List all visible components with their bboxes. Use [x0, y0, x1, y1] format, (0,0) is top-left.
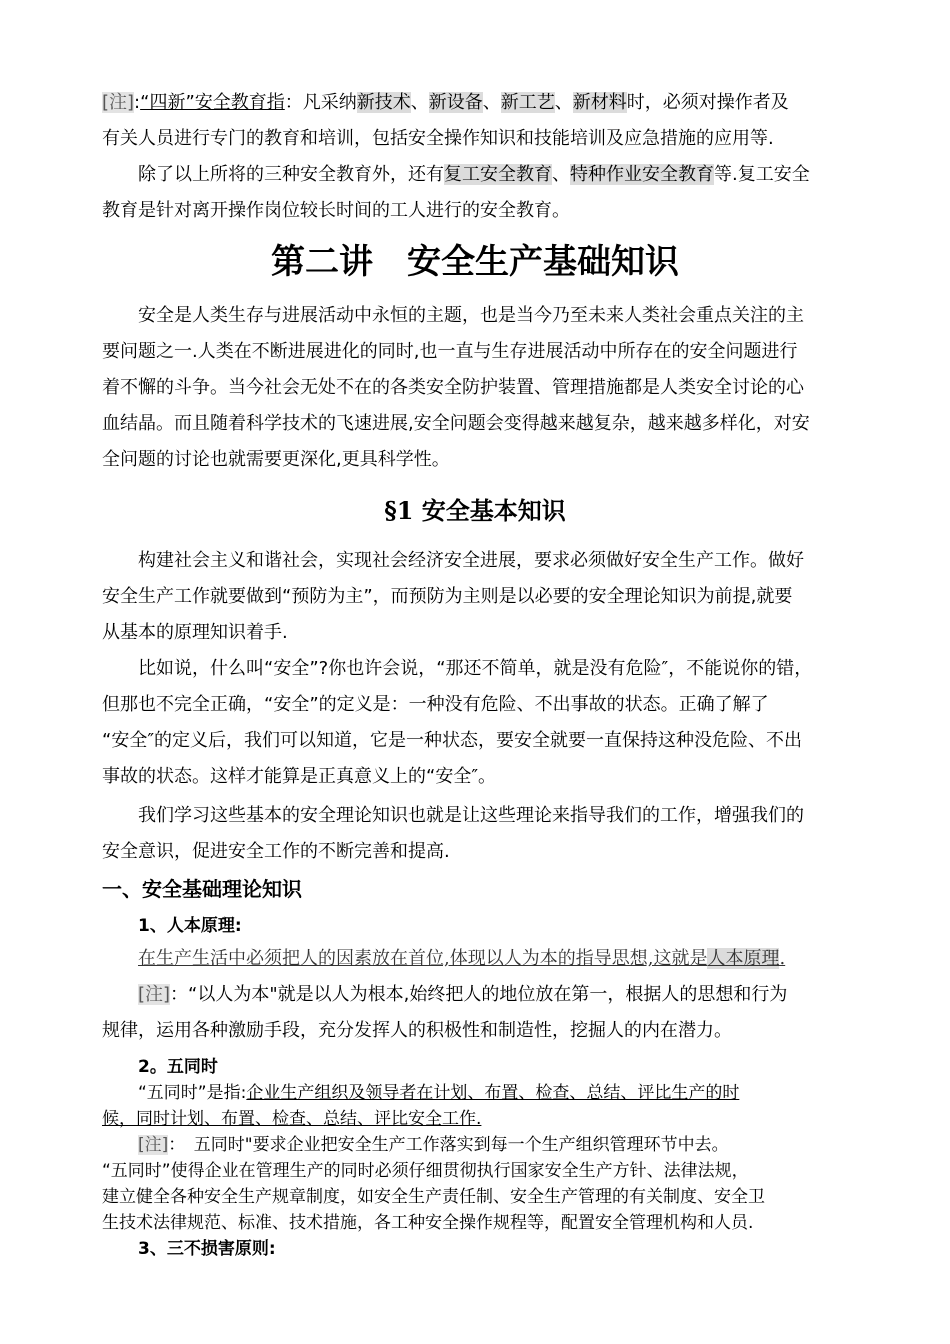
- four-new-note-line1: [注]:“四新”安全教育指：凡采纳新技术、新设备、新工艺、新材料时，必须对操作者及: [102, 92, 789, 113]
- principle1-note-line1: [注]：“以人为本"就是以人为根本,始终把人的地位放在第一，根据人的思想和行为: [138, 984, 788, 1005]
- note-tag: [注]: [102, 92, 135, 113]
- four-new-term: “四新”安全教育指: [140, 92, 285, 113]
- section-para3-line: 我们学习这些基本的安全理论知识也就是让这些理论来指导我们的工作，增强我们的: [138, 805, 804, 826]
- theory-heading: 一、安全基础理论知识: [102, 877, 302, 901]
- note-tag: [注]: [138, 1135, 169, 1155]
- principle1-definition: 在生产生活中必须把人的因素放在首位,体现以人为本的指导思想,这就是人本原理.: [138, 948, 786, 969]
- restart-education-line1: 除了以上所将的三种安全教育外，还有复工安全教育、特种作业安全教育等.复工安全: [138, 164, 810, 185]
- chapter-para-line: 血结晶。而且随着科学技术的飞速进展,安全问题会变得越来越复杂，越来越多样化，对安: [102, 413, 810, 434]
- chapter-para-line: 安全是人类生存与进展活动中永恒的主题，也是当今乃至未来人类社会重点关注的主: [138, 305, 804, 326]
- section-para2-line: 但那也不完全正确，“安全”的定义是：一种没有危险、不出事故的状态。正确了解了: [102, 694, 769, 715]
- section-para1-line: 安全生产工作就要做到“预防为主”，而预防为主则是以必要的安全理论知识为前提,就要: [102, 586, 793, 607]
- section-para3-line: 安全意识，促进安全工作的不断完善和提高.: [102, 841, 450, 862]
- principle1-heading: 1、人本原理:: [138, 916, 242, 936]
- principle2-definition-line2: 候，同时计划、布置、检查、总结、评比安全工作.: [102, 1109, 482, 1129]
- principle2-note-line: 生技术法律规范、标准、技术措施，各工种安全操作规程等，配置安全管理机构和人员.: [102, 1213, 754, 1233]
- chapter-title: 第二讲 安全生产基础知识: [271, 242, 679, 282]
- restart-education-line2: 教育是针对离开操作岗位较长时间的工人进行的安全教育。: [102, 200, 570, 221]
- section-title: §1 安全基本知识: [384, 496, 566, 525]
- principle2-note-line1: [注]： 五同时"要求企业把安全生产工作落实到每一个生产组织管理环节中去。: [138, 1135, 729, 1155]
- chapter-para-line: 全问题的讨论也就需要更深化,更具科学性。: [102, 449, 450, 470]
- four-new-note-line2: 有关人员进行专门的教育和培训，包括安全操作知识和技能培训及应急措施的应用等.: [102, 128, 774, 149]
- principle1-note-line2: 规律，运用各种激励手段，充分发挥人的积极性和制造性，挖掘人的内在潜力。: [102, 1020, 732, 1041]
- principle2-note-line: 建立健全各种安全生产规章制度，如安全生产责任制、安全生产管理的有关制度、安全卫: [102, 1187, 765, 1207]
- section-para2-line: “安全″的定义后，我们可以知道，它是一种状态，要安全就要一直保持这种没危险、不出: [102, 730, 803, 751]
- section-para1-line: 构建社会主义和谐社会，实现社会经济安全进展，要求必须做好安全生产工作。做好: [138, 550, 804, 571]
- section-para2-line: 比如说，什么叫“安全”?你也许会说，“那还不简单，就是没有危险″，不能说你的错，: [138, 658, 813, 679]
- principle3-heading: 3、三不损害原则:: [138, 1239, 276, 1259]
- principle2-heading: 2。五同时: [138, 1057, 218, 1077]
- note-tag: [注]: [138, 984, 171, 1005]
- section-para1-line: 从基本的原理知识着手.: [102, 622, 288, 643]
- section-para2-line: 事故的状态。这样才能算是正真意义上的“安全″。: [102, 766, 497, 787]
- chapter-para-line: 着不懈的斗争。当今社会无处不在的各类安全防护装置、管理措施都是人类安全讨论的心: [102, 377, 804, 398]
- principle2-definition-line1: “五同时”是指:企业生产组织及领导者在计划、布置、检查、总结、评比生产的时: [138, 1083, 740, 1103]
- principle2-note-line: “五同时”使得企业在管理生产的同时必须仔细贯彻执行国家安全生产方针、法律法规，: [102, 1161, 749, 1181]
- chapter-para-line: 要问题之一.人类在不断进展进化的同时,也一直与生存进展活动中所存在的安全问题进行: [102, 341, 798, 362]
